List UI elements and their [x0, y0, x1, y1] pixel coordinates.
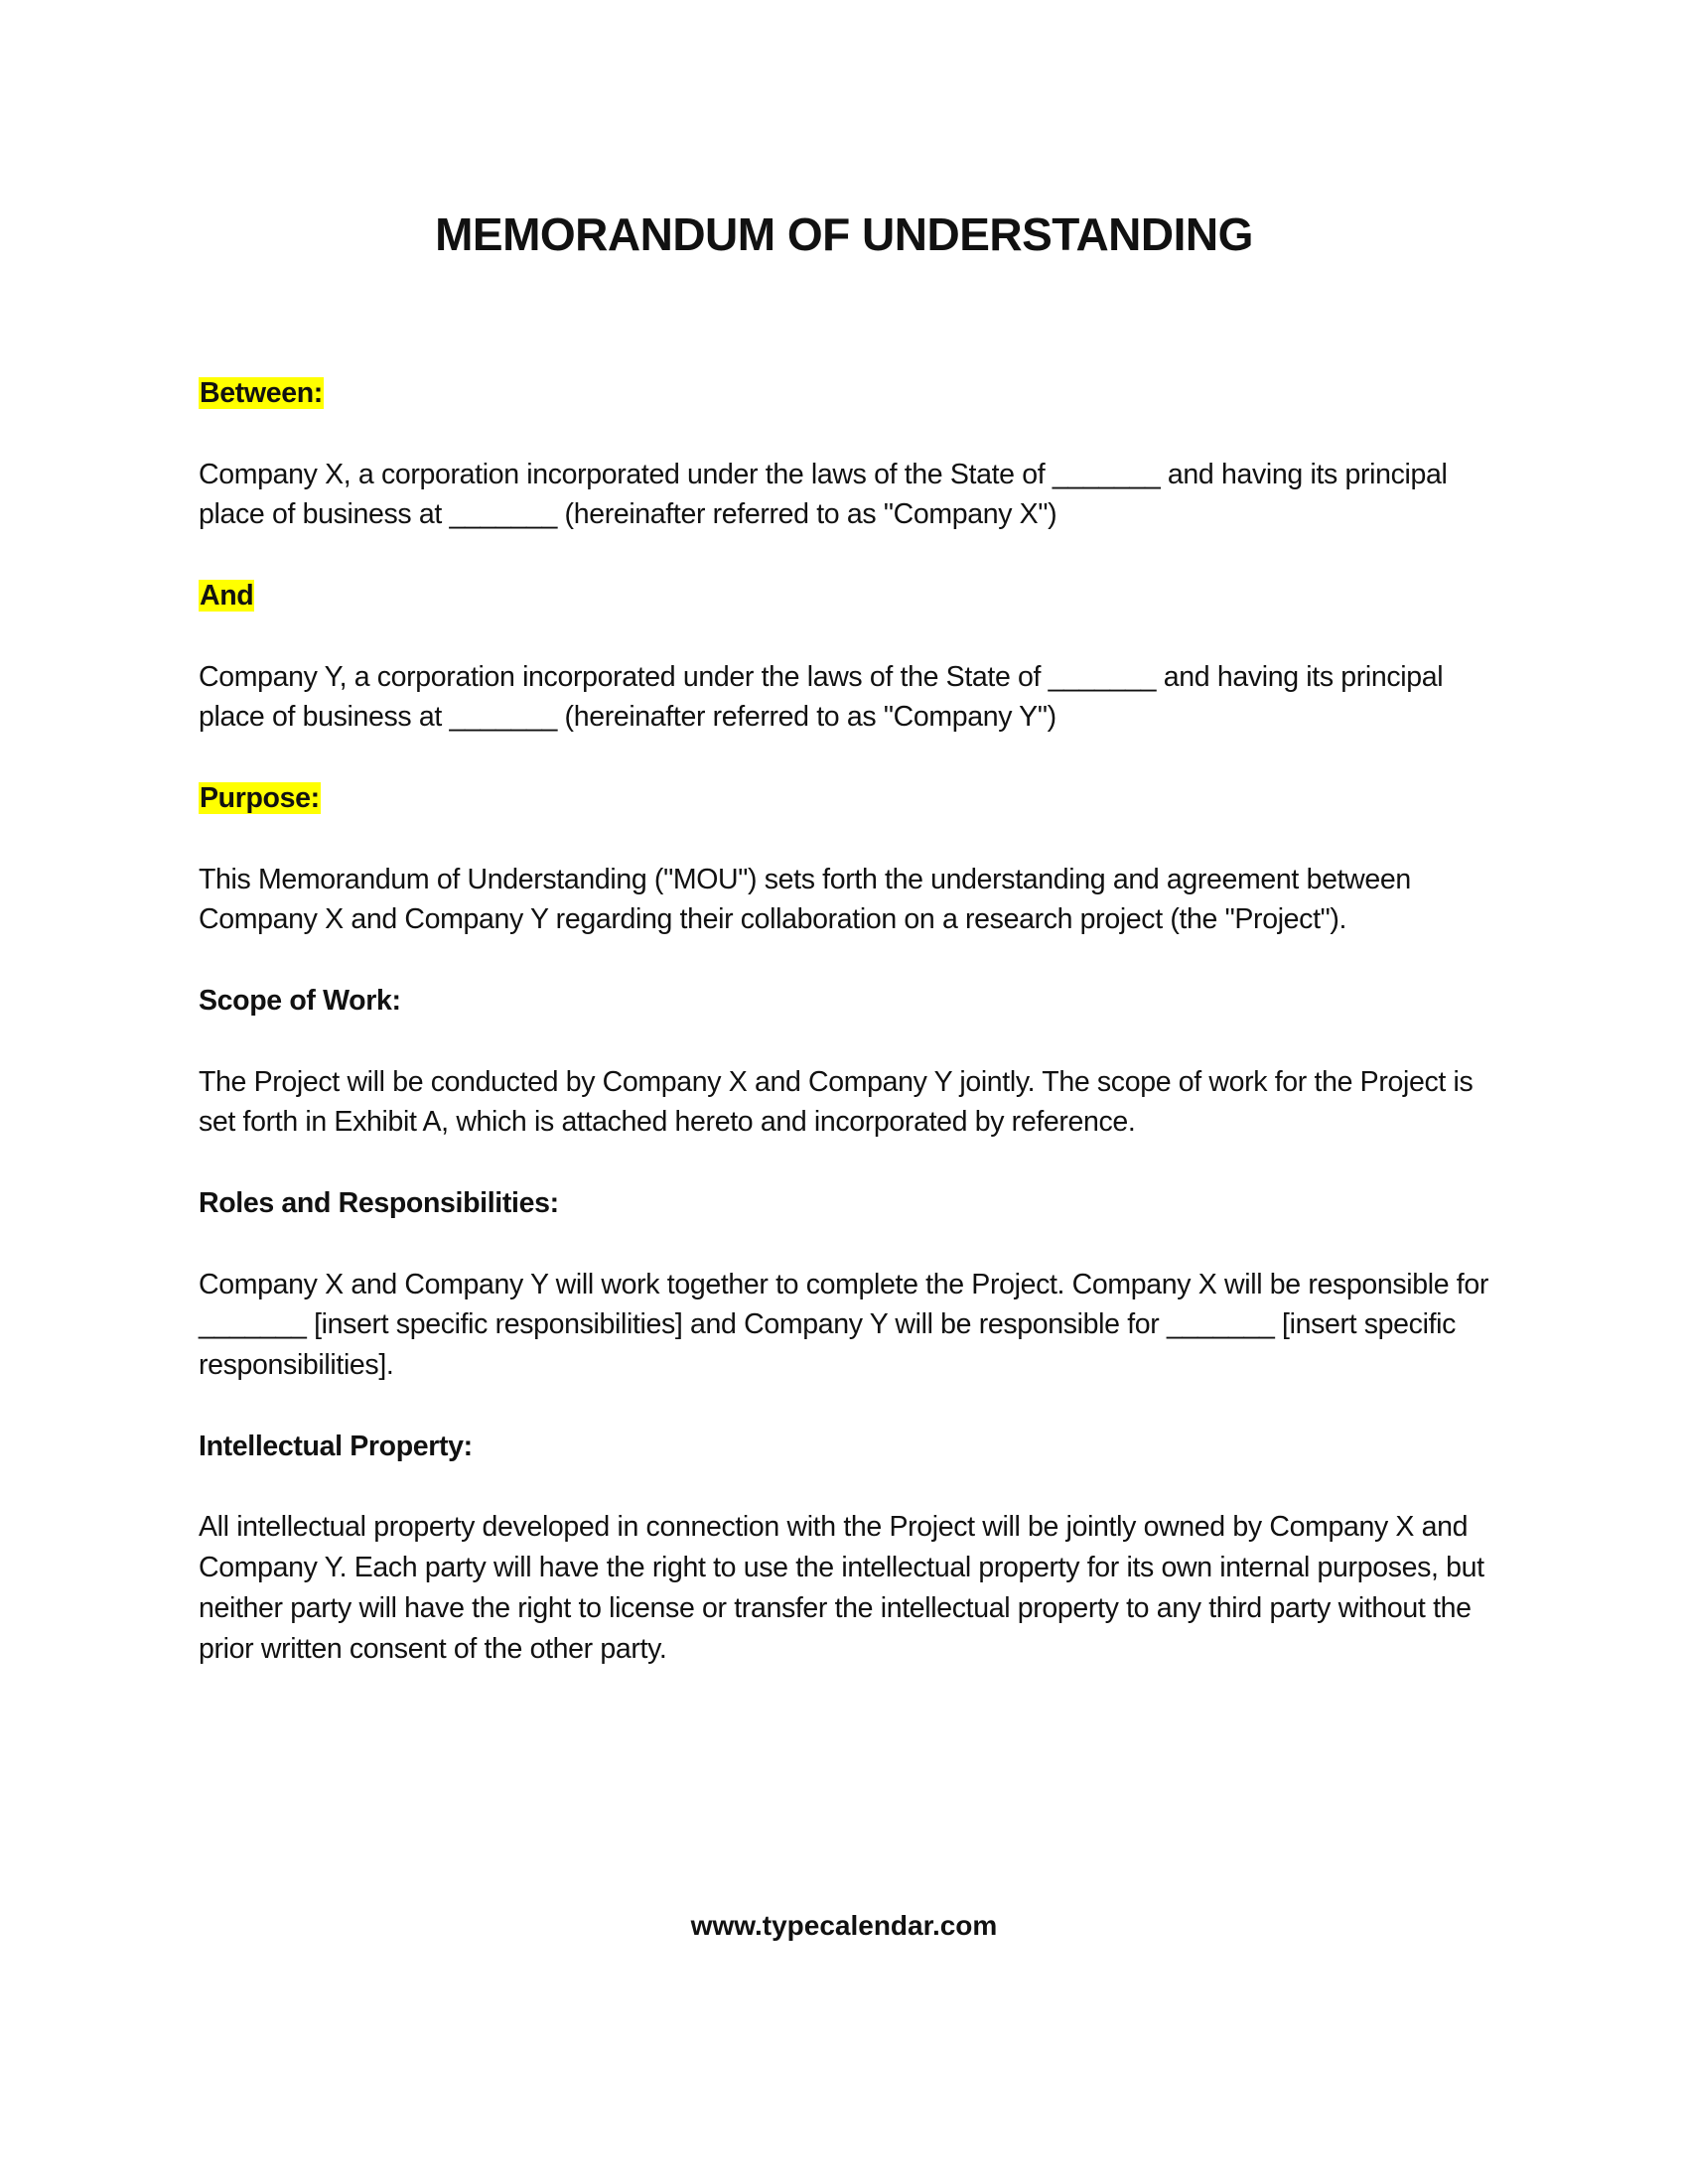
purpose-heading: Purpose: [200, 781, 320, 814]
roles-heading: Roles and Responsibilities: [199, 1186, 559, 1219]
scope-paragraph: The Project will be conducted by Company X and Company Y jointly. The scope of work for the Project is set forth in Exhibit A, which is attached hereto and incorporated by reference. [199, 1065, 1474, 1139]
section-and-heading [199, 576, 1489, 616]
purpose-paragraph: This Memorandum of Understanding ("MOU") sets forth the understanding and agreement between Company X and Company Y regarding their collaboration on a research project (the "Project"). [199, 863, 1411, 936]
footer-website: www.typecalendar.com [690, 1910, 998, 1941]
ip-paragraph: All intellectual property developed in connection with the Project will be jointly owned by Company X and Company Y. Each party will have the right to use the intellectual property for its own internal purposes, but neither party will have the right to license or transfer the intellectual property to any third party without the prior written consent of the other party. [199, 1511, 1484, 1665]
section-between-heading [199, 373, 1489, 414]
between-paragraph: Company X, a corporation incorporated under the laws of the State of _______ and having its principal place of business at _______ (hereinafter referred to as "Company X") [199, 458, 1448, 531]
and-heading: And [200, 579, 254, 612]
roles-paragraph: Company X and Company Y will work together to complete the Project. Company X will be responsible for _______ [insert specific responsibilities] and Company Y will be responsible for _______ [insert specific responsibilities]. [199, 1268, 1489, 1382]
and-paragraph: Company Y, a corporation incorporated under the laws of the State of _______ and having its principal place of business at _______ (hereinafter referred to as "Company Y") [199, 660, 1444, 734]
between-heading: Between: [200, 377, 323, 409]
section-purpose-heading [199, 778, 1489, 819]
scope-heading: Scope of Work: [199, 984, 401, 1017]
document-title: MEMORANDUM OF UNDERSTANDING [435, 208, 1253, 260]
ip-heading: Intellectual Property: [199, 1430, 473, 1462]
document-body [199, 373, 1489, 1709]
